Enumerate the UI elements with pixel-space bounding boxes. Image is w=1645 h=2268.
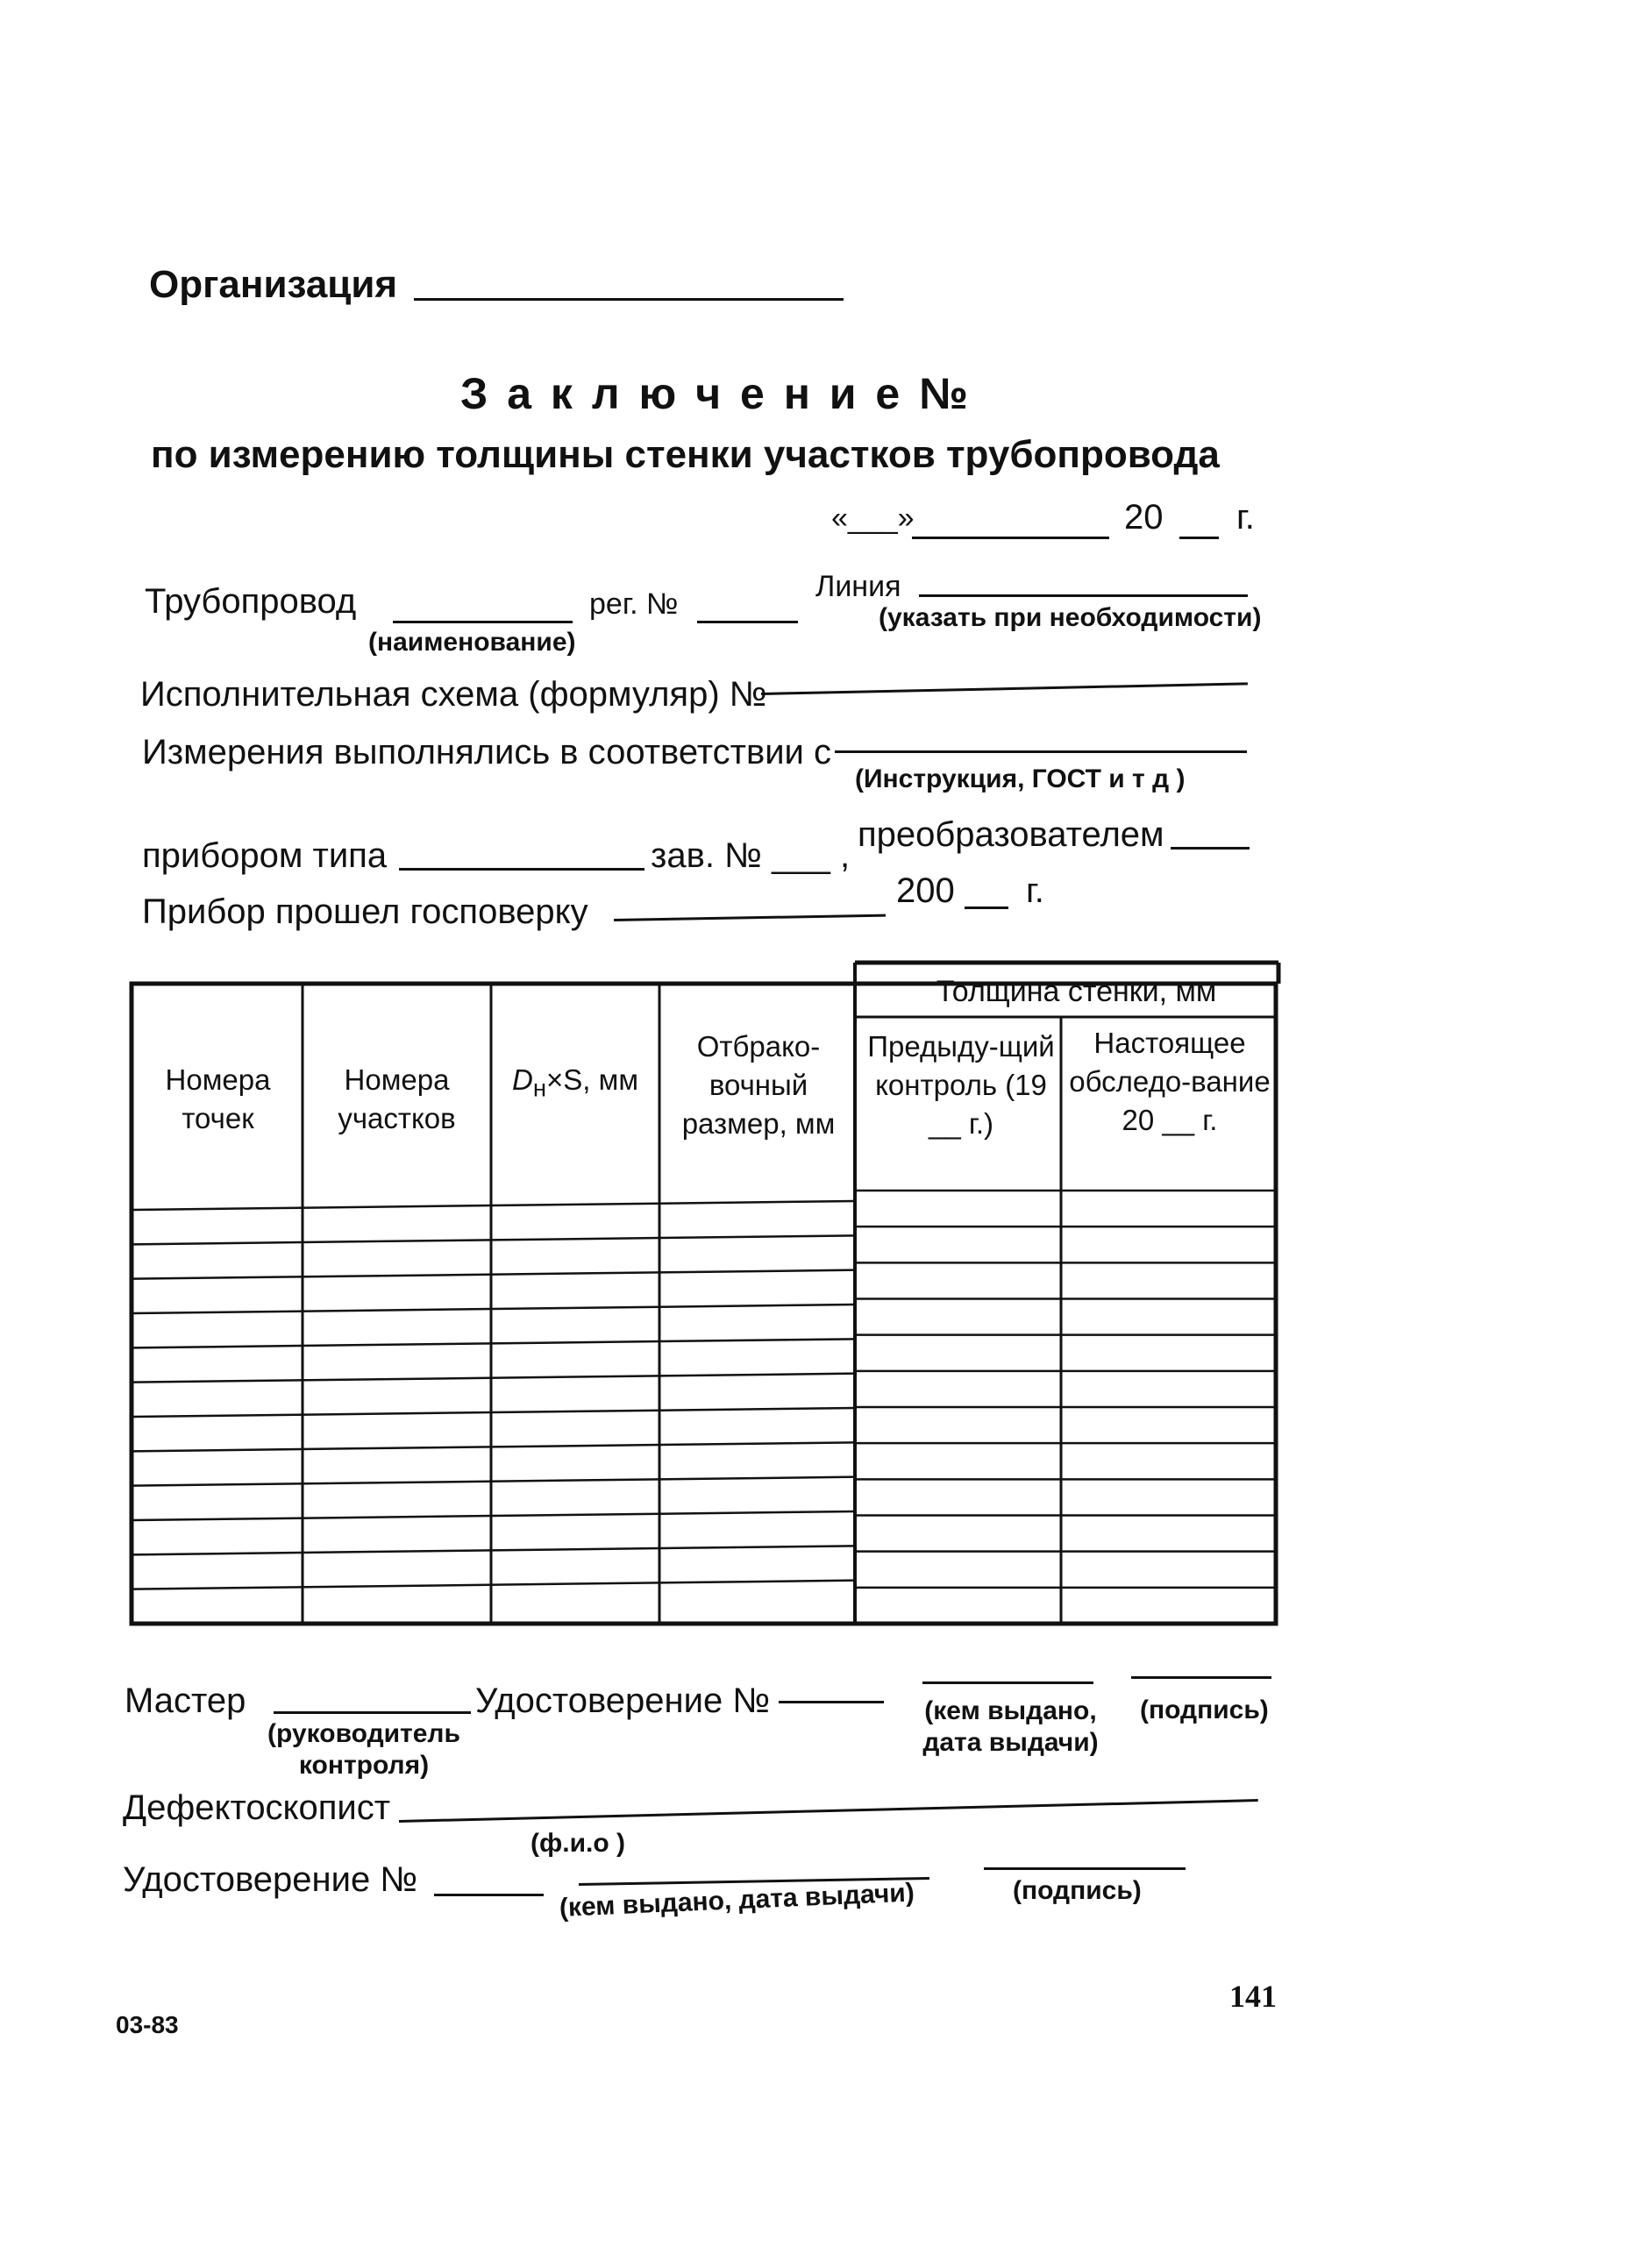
issued-caption: (кем выдано, дата выдачи) (922, 1696, 1099, 1757)
col-header-diameter-tail: ×S, мм (546, 1063, 639, 1096)
table-row-line (133, 1511, 855, 1520)
cert2-label: Удостоверение № (123, 1860, 418, 1899)
table-row-line (133, 1305, 855, 1313)
pipeline-caption: (наименование) (368, 628, 576, 657)
master-caption: (руководитель контроля) (267, 1719, 460, 1780)
table-row-line (133, 1235, 855, 1244)
scheme-label: Исполнительная схема (формуляр) № (140, 675, 767, 714)
cert-label: Удостоверение № (475, 1681, 771, 1720)
col-header-diameter-d: D (511, 1063, 533, 1096)
col-header-current: Настоящее обследо-вание 20 __ г. (1069, 1027, 1271, 1136)
date-day: «___» (831, 501, 915, 535)
date-year-prefix: 20 (1124, 498, 1164, 537)
line-caption: (указать при необходимости) (879, 603, 1262, 632)
table-row-line (133, 1581, 855, 1589)
issued-field[interactable] (922, 1681, 1093, 1684)
defectoscopist-label: Дефектоскопист (123, 1788, 391, 1827)
table-row-line (133, 1339, 855, 1347)
table-row-line (133, 1546, 855, 1554)
line-label: Линия (815, 570, 901, 603)
table-row-line (133, 1201, 855, 1210)
verification-year: 200 (896, 871, 955, 910)
device-type-label: прибором типа (142, 836, 388, 875)
verification-year-suffix: г. (1026, 871, 1044, 910)
device-serial-label: зав. № ___ , (651, 836, 851, 875)
col-header-diameter (491, 1061, 659, 1108)
fio-caption: (ф.и.о ) (531, 1829, 626, 1858)
document-subtitle: по измерению толщины стенки участков трубопровода (151, 433, 1220, 476)
pipeline-label: Трубопровод (145, 582, 357, 621)
verification-label: Прибор прошел госповерку (142, 892, 588, 931)
date-year-suffix: г. (1236, 498, 1255, 537)
signature-field[interactable] (1131, 1676, 1271, 1679)
signature2-caption: (подпись) (1013, 1876, 1142, 1905)
measure-caption: (Инструкция, ГОСТ и т д ) (855, 764, 1186, 793)
master-label: Мастер (125, 1681, 246, 1720)
signature-caption: (подпись) (1140, 1696, 1269, 1724)
organization-label: Организация (149, 263, 398, 306)
page-code: 03-83 (116, 2011, 179, 2038)
col-header-diameter-sub: н (532, 1074, 547, 1102)
transducer-label: преобразователем (858, 815, 1164, 854)
col-header-points: Номера точек (165, 1063, 271, 1134)
reg-number-label: рег. № (589, 587, 679, 621)
table-row-line (133, 1408, 855, 1417)
col-header-previous: Предыду-щий контроль (19 __ г.) (867, 1030, 1055, 1140)
cert-field[interactable] (779, 1701, 884, 1703)
master-field[interactable] (274, 1711, 471, 1714)
cert2-field[interactable] (434, 1894, 544, 1896)
col-header-sections: Номера участков (338, 1063, 456, 1134)
issued2-caption: (кем выдано, дата выдачи) (559, 1878, 915, 1923)
page-number: 141 (1229, 1979, 1277, 2014)
table-row-line (133, 1442, 855, 1451)
table-row-line (133, 1374, 855, 1383)
measure-label: Измерения выполнялись в соответствии с (142, 733, 831, 771)
group-header: Толщина стенки, мм (936, 975, 1217, 1008)
signature2-field[interactable] (984, 1867, 1186, 1870)
table-row-line (133, 1477, 855, 1486)
col-header-reject: Отбрако-вочный размер, мм (681, 1030, 836, 1140)
table-row-line (133, 1270, 855, 1279)
document-title: З а к л ю ч е н и е № (460, 369, 972, 418)
